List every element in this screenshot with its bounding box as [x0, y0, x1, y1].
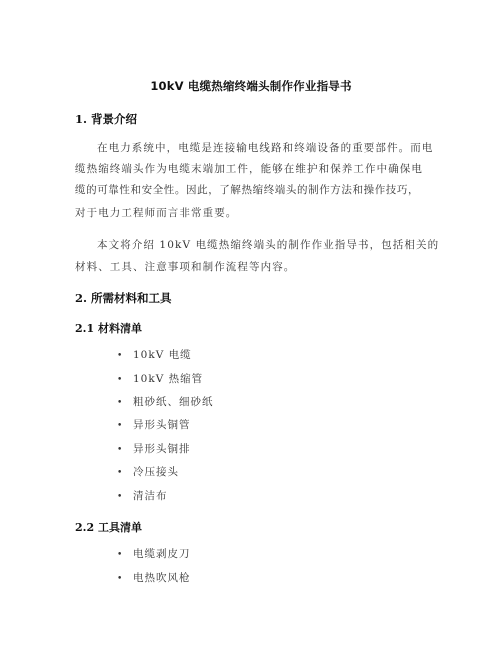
- bullet-icon: •: [117, 445, 124, 455]
- bullet-icon: •: [117, 375, 124, 385]
- list-item: • 粗砂纸、细砂纸: [117, 396, 214, 408]
- paragraph-1-line-4: 对于电力工程师而言非常重要。: [75, 207, 238, 219]
- bullet-icon: •: [117, 550, 124, 560]
- bullet-icon: •: [117, 468, 124, 478]
- bullet-icon: •: [117, 398, 124, 408]
- section-1-heading: 1. 背景介绍: [75, 112, 138, 126]
- list-item: • 10kV 热缩管: [117, 373, 204, 385]
- bullet-icon: •: [117, 421, 124, 431]
- paragraph-1-line-3: 缆的可靠性和安全性。因此，了解热缩终端头的制作方法和操作技巧，: [75, 184, 420, 196]
- paragraph-2-line-2: 材料、工具、注意事项和制作流程等内容。: [75, 261, 296, 273]
- section-2-heading: 2. 所需材料和工具: [75, 291, 172, 305]
- list-item: • 异形头铜排: [117, 443, 191, 455]
- subsection-2-2-heading: 2.2 工具清单: [75, 521, 142, 534]
- paragraph-2-line-1: 本文将介绍 10kV 电缆热缩终端头的制作作业指导书，包括相关的: [97, 239, 440, 251]
- paragraph-1-line-2: 缆热缩终端头作为电缆末端加工件，能够在维护和保养工作中确保电: [75, 163, 423, 175]
- list-item: • 电热吹风枪: [117, 572, 191, 584]
- bullet-icon: •: [117, 351, 124, 361]
- subsection-2-1-heading: 2.1 材料清单: [75, 322, 142, 335]
- list-item: • 冷压接头: [117, 466, 179, 478]
- list-item: • 10kV 电缆: [117, 349, 192, 361]
- list-item: • 异形头铜管: [117, 419, 191, 431]
- bullet-icon: •: [117, 492, 124, 502]
- list-item: • 清洁布: [117, 490, 168, 502]
- paragraph-1-line-1: 在电力系统中，电缆是连接输电线路和终端设备的重要部件。而电: [97, 142, 434, 154]
- list-item: • 电缆剥皮刀: [117, 548, 191, 560]
- bullet-icon: •: [117, 574, 124, 584]
- document-title: 10kV 电缆热缩终端头制作作业指导书: [150, 79, 352, 93]
